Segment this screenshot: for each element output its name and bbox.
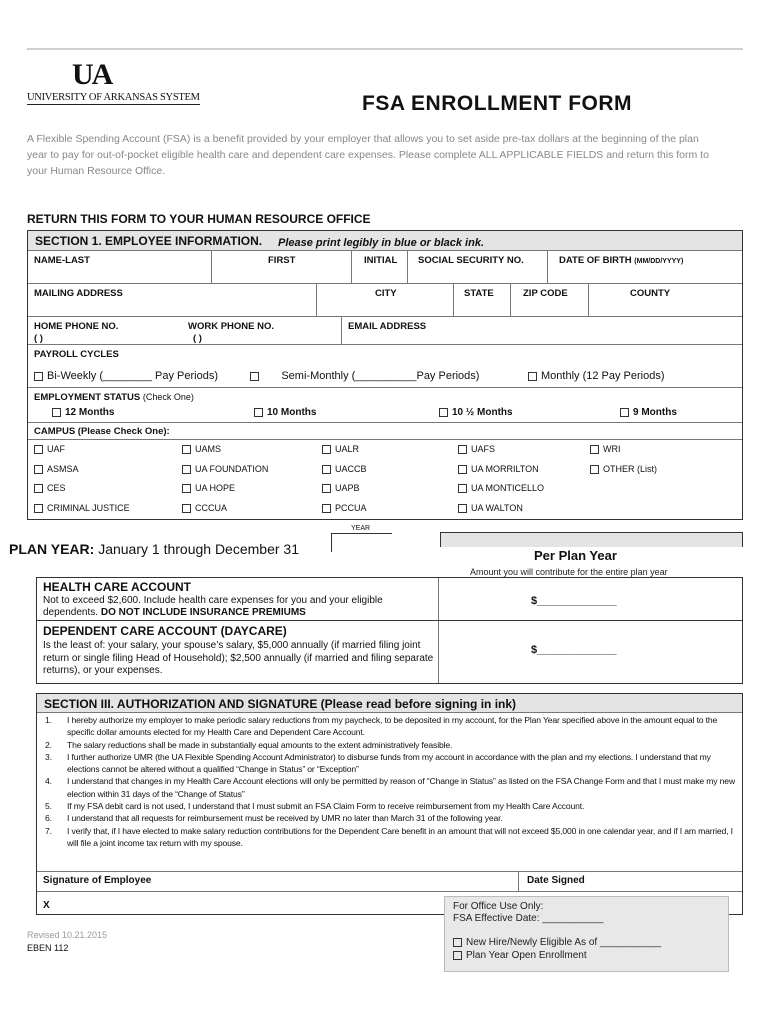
dca-title: DEPENDENT CARE ACCOUNT (DAYCARE): [43, 624, 287, 638]
months-10-half-option[interactable]: 10 ½ Months: [439, 407, 513, 418]
city-label: CITY: [375, 288, 397, 299]
campus-option[interactable]: PCCUA: [322, 503, 367, 513]
office-use-label: For Office Use Only:: [453, 901, 544, 912]
dca-text: Is the least of: your salary, your spouse’s salary, $5,000 annually (if married filing joint return or single filing Head of Household); $2,500 annually (if married and filing separate returns), or your expenses.: [43, 640, 434, 676]
section3-header: [37, 694, 742, 713]
open-enrollment-option[interactable]: Plan Year Open Enrollment: [453, 950, 587, 961]
checkbox-icon: [182, 445, 191, 454]
authorization-item: 2. The salary reductions shall be made in substantially equal amounts to the extent administratively feasible.: [45, 739, 453, 750]
date-signed-label: Date Signed: [527, 875, 585, 886]
return-note: RETURN THIS FORM TO YOUR HUMAN RESOURCE OFFICE: [27, 212, 371, 226]
top-rule: [27, 48, 743, 50]
dca-amount[interactable]: $_____________: [531, 644, 617, 656]
section1-title: SECTION 1. EMPLOYEE INFORMATION.: [35, 234, 263, 248]
checkbox-icon: [590, 445, 599, 454]
section1-note: Please print legibly in blue or black ink.: [278, 237, 485, 249]
campus-option[interactable]: UAMS: [182, 444, 221, 454]
checkbox-icon: [34, 465, 43, 474]
mailing-label: MAILING ADDRESS: [34, 288, 123, 299]
authorization-item: 4. I understand that changes in my Health Care Account elections will only be permitted by reason of “Change in Status” as listed on the FSA Change Form and that I must make my new election within 31 days of the “Change of Status”: [45, 776, 735, 799]
semimonthly-option[interactable]: Semi-Monthly (__________Pay Periods): [250, 370, 479, 382]
authorization-item: 7. I verify that, if I have elected to make salary reduction contributions for the Dependent Care benefit in an amount that will not exceed $5,000 in one calendar year, and if I am married, I will file a joint income tax return with my spouse.: [45, 825, 733, 848]
signature-field[interactable]: X: [43, 900, 50, 911]
checkbox-icon: [322, 504, 331, 513]
email-label: EMAIL ADDRESS: [348, 321, 427, 332]
form-title: FSA ENROLLMENT FORM: [362, 92, 633, 115]
checkbox-icon: [250, 372, 259, 381]
authorization-list: [37, 714, 737, 849]
checkbox-icon: [182, 465, 191, 474]
campus-option[interactable]: CES: [34, 483, 66, 493]
campus-option[interactable]: UAF: [34, 444, 65, 454]
revised-date: Revised 10.21.2015: [27, 930, 108, 940]
months-12-option[interactable]: 12 Months: [52, 407, 114, 418]
campus-option[interactable]: UALR: [322, 444, 359, 454]
plan-year: PLAN YEAR: January 1 through December 31: [9, 541, 299, 557]
payroll-cycles-label: PAYROLL CYCLES: [34, 349, 119, 360]
first-label: FIRST: [268, 255, 296, 266]
checkbox-icon: [182, 484, 191, 493]
checkbox-icon: [34, 484, 43, 493]
checkbox-icon: [254, 408, 263, 417]
new-hire-option[interactable]: New Hire/Newly Eligible As of ___________: [453, 937, 661, 948]
per-plan-year: Per Plan Year: [534, 548, 617, 563]
per-plan-sub: Amount you will contribute for the entire plan year: [470, 567, 668, 577]
checkbox-icon: [322, 445, 331, 454]
county-label: COUNTY: [630, 288, 671, 299]
ssn-label: SOCIAL SECURITY NO.: [418, 255, 524, 266]
biweekly-option[interactable]: Bi-Weekly (________ Pay Periods): [34, 370, 218, 382]
checkbox-icon: [34, 504, 43, 513]
checkbox-icon: [34, 445, 43, 454]
campus-label: CAMPUS (Please Check One):: [34, 426, 170, 437]
checkbox-icon: [322, 484, 331, 493]
checkbox-icon: [528, 372, 537, 381]
ua-logo-text: UNIVERSITY OF ARKANSAS SYSTEM: [27, 92, 200, 103]
authorization-item: 5. If my FSA debit card is not used, I understand that I must submit an FSA Claim Form to receive reimbursement from my Health Care Account.: [45, 801, 585, 812]
per-plan-header-top: [440, 532, 743, 547]
campus-option[interactable]: UA FOUNDATION: [182, 464, 268, 474]
campus-option[interactable]: UA HOPE: [182, 483, 235, 493]
campus-option[interactable]: ASMSA: [34, 464, 79, 474]
checkbox-icon: [458, 504, 467, 513]
campus-option[interactable]: CRIMINAL JUSTICE: [34, 503, 130, 513]
signature-label: Signature of Employee: [43, 875, 152, 886]
name-last-label: NAME-LAST: [34, 255, 90, 266]
checkbox-icon: [453, 938, 462, 947]
section1-box: [27, 230, 743, 520]
checkbox-icon: [458, 465, 467, 474]
state-label: STATE: [464, 288, 494, 299]
plan-year-box: [331, 533, 392, 552]
work-phone-label: WORK PHONE NO.: [188, 321, 275, 332]
checkbox-icon: [590, 465, 599, 474]
work-phone-paren: ( ): [193, 333, 202, 344]
months-10-option[interactable]: 10 Months: [254, 407, 316, 418]
campus-option[interactable]: WRI: [590, 444, 621, 454]
checkbox-icon: [458, 484, 467, 493]
home-phone-label: HOME PHONE NO.: [34, 321, 119, 332]
hca-text: Not to exceed $2,600. Include health care expenses for you and your eligible dependents. DO NOT INCLUDE INSURANCE PREMIUMS: [43, 595, 383, 618]
checkbox-icon: [458, 445, 467, 454]
campus-option[interactable]: UACCB: [322, 464, 367, 474]
authorization-item: 6. I understand that all requests for reimbursement must be received by UMR no later than March 31 of the following year.: [45, 813, 503, 824]
year-small-label: YEAR: [351, 525, 371, 532]
accounts-box: [36, 577, 743, 684]
section1-header: [28, 231, 742, 251]
campus-option[interactable]: UAFS: [458, 444, 495, 454]
home-phone-paren: ( ): [34, 333, 43, 344]
form-code: EBEN 112: [27, 943, 69, 953]
campus-option[interactable]: UA WALTON: [458, 503, 523, 513]
campus-option[interactable]: UAPB: [322, 483, 360, 493]
campus-option[interactable]: UA MORRILTON: [458, 464, 539, 474]
months-9-option[interactable]: 9 Months: [620, 407, 677, 418]
employment-status-label: EMPLOYMENT STATUS (Check One): [34, 392, 194, 403]
checkbox-icon: [34, 372, 43, 381]
checkbox-icon: [182, 504, 191, 513]
authorization-item: 3. I further authorize UMR (the UA Flexible Spending Account Administrator) to disburse funds from my account in accordance with the plan and my elections. I understand that my elections cannot be altered without a qualified “Change in Status” or “Exception”: [45, 751, 711, 775]
section3-box: [36, 693, 743, 915]
office-use-box: [444, 896, 729, 972]
zip-label: ZIP CODE: [523, 288, 568, 299]
campus-option[interactable]: UA MONTICELLO: [458, 483, 544, 493]
dob-label: DATE OF BIRTH (MM/DD/YYYY): [559, 255, 684, 266]
checkbox-icon: [620, 408, 629, 417]
section3-title: SECTION III. AUTHORIZATION AND SIGNATURE (Please read before signing in ink): [44, 697, 517, 711]
intro-text: A Flexible Spending Account (FSA) is a benefit provided by your employer that allows you to set aside pre-tax dollars at the beginning of the plan year to pay for out-of-pocket eligible health care and dependent care expenses. Please complete ALL APPLICABLE FIELDS and return this form to your Human Resource Office.: [27, 133, 709, 177]
campus-option[interactable]: OTHER (List): [590, 464, 657, 474]
hca-amount[interactable]: $_____________: [531, 595, 617, 607]
initial-label: INITIAL: [364, 255, 398, 266]
checkbox-icon: [453, 951, 462, 960]
effective-date: FSA Effective Date: ___________: [453, 913, 604, 924]
checkbox-icon: [439, 408, 448, 417]
monthly-option[interactable]: Monthly (12 Pay Periods): [528, 370, 665, 382]
checkbox-icon: [52, 408, 61, 417]
hca-title: HEALTH CARE ACCOUNT: [43, 580, 191, 594]
checkbox-icon: [322, 465, 331, 474]
ua-logo-mark: UA: [72, 58, 112, 91]
campus-option[interactable]: CCCUA: [182, 503, 227, 513]
authorization-item: 1. I hereby authorize my employer to make periodic salary reductions from my paycheck, to be deposited in my account, for the Plan Year specified above in the amount equal to the specific dollar amounts elected for my Health Care and Dependent Care Account.: [45, 715, 718, 738]
